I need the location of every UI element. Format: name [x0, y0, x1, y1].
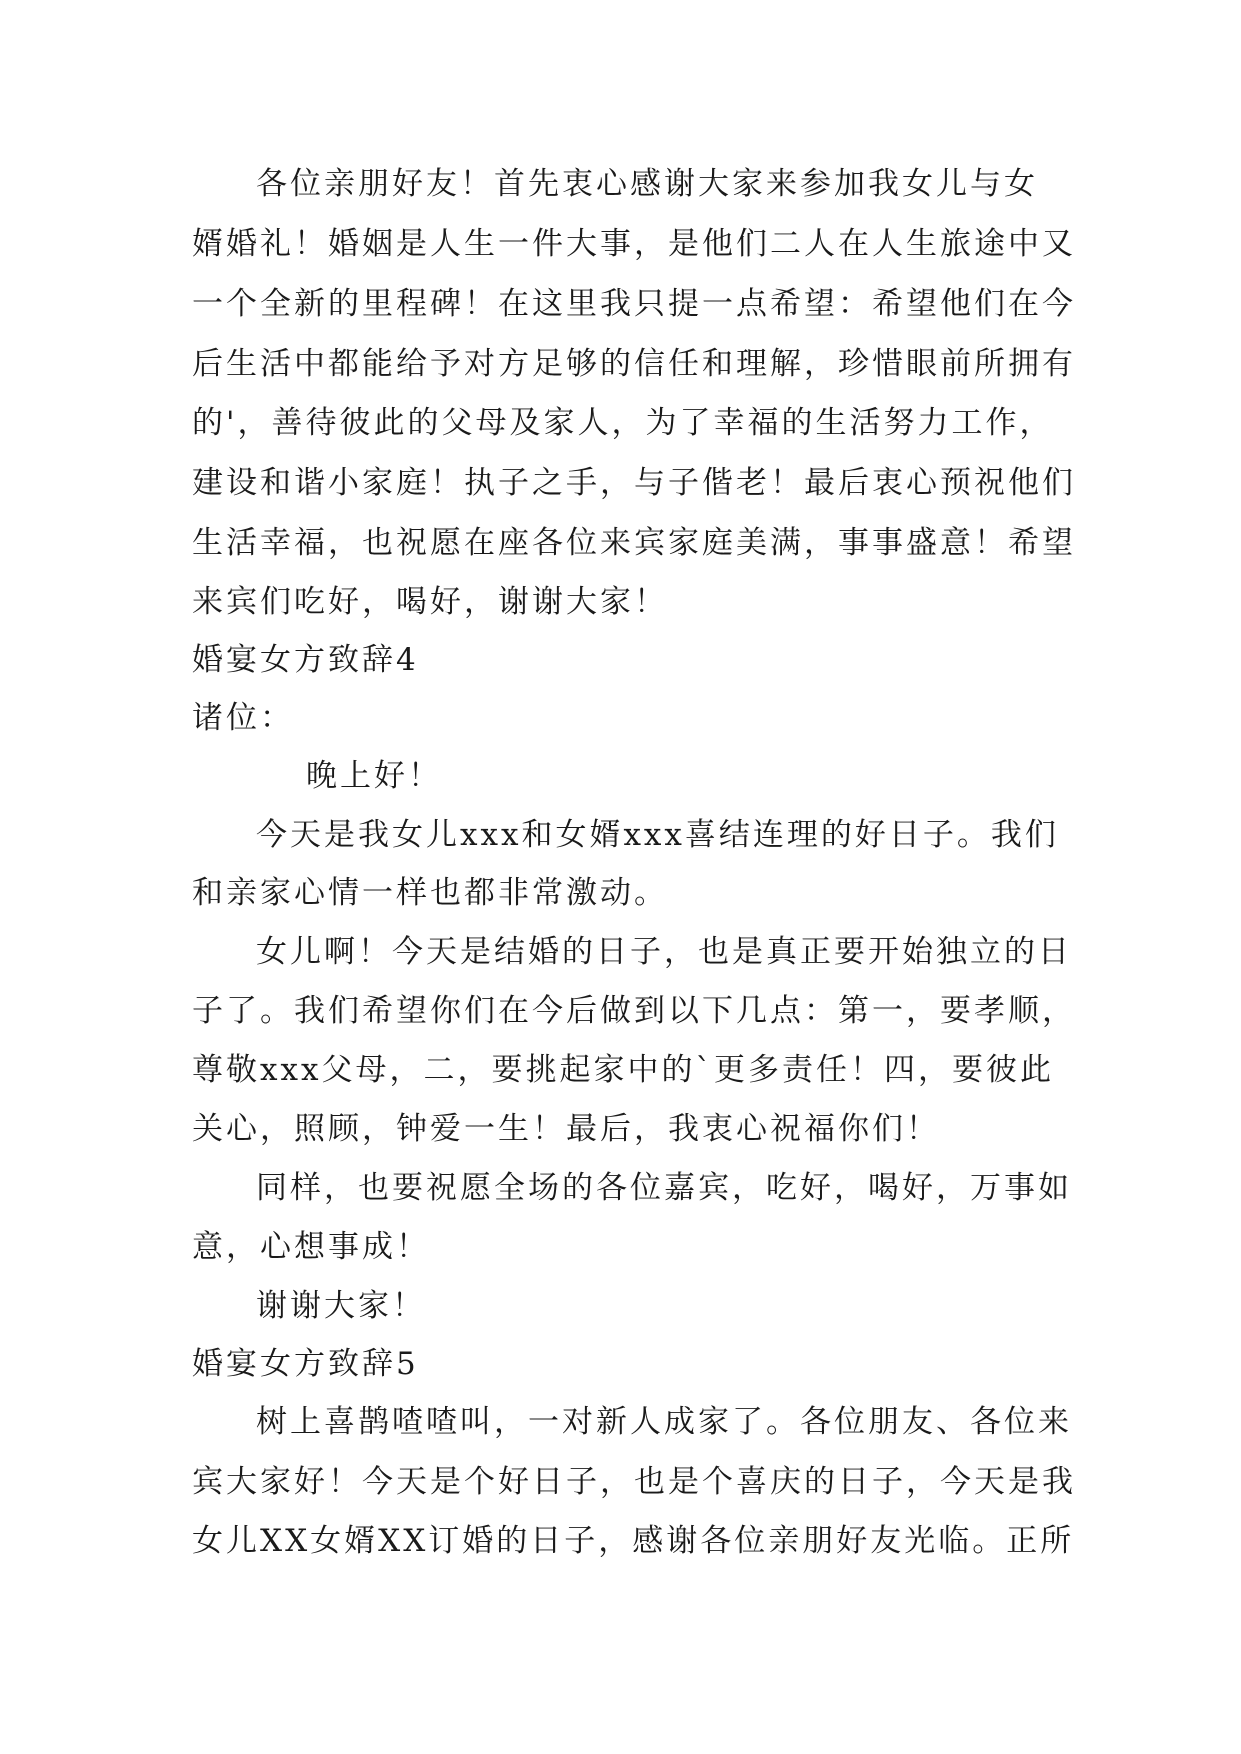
paragraph-line: 建设和谐小家庭！执子之手，与子偕老！最后衷心预祝他们	[192, 465, 1076, 501]
paragraph-line: 树上喜鹊喳喳叫，一对新人成家了。各位朋友、各位来	[256, 1404, 1072, 1440]
paragraph-line: 女儿XX女婿XX订婚的日子，感谢各位亲朋好友光临。正所	[192, 1523, 1075, 1559]
section-heading: 婚宴女方致辞4	[192, 642, 419, 678]
paragraph-line: 谢谢大家！	[256, 1288, 426, 1324]
paragraph-line: 子了。我们希望你们在今后做到以下几点：第一，要孝顺，	[192, 993, 1076, 1029]
greeting-line: 晚上好！	[306, 758, 442, 794]
paragraph-line: 一个全新的里程碑！在这里我只提一点希望：希望他们在今	[192, 286, 1076, 322]
paragraph-line: 的'，善待彼此的父母及家人，为了幸福的生活努力工作，	[192, 405, 1054, 441]
paragraph-line: 婿婚礼！婚姻是人生一件大事，是他们二人在人生旅途中又	[192, 226, 1076, 262]
paragraph-line: 关心，照顾，钟爱一生！最后，我衷心祝福你们！	[192, 1111, 940, 1147]
paragraph-line: 女儿啊！今天是结婚的日子，也是真正要开始独立的日	[256, 934, 1072, 970]
paragraph-line: 今天是我女儿xxx和女婿xxx喜结连理的好日子。我们	[256, 817, 1059, 853]
paragraph-line: 同样，也要祝愿全场的各位嘉宾，吃好，喝好，万事如	[256, 1170, 1072, 1206]
paragraph-line: 后生活中都能给予对方足够的信任和理解，珍惜眼前所拥有	[192, 346, 1076, 382]
paragraph-line: 意，心想事成！	[192, 1229, 430, 1265]
salutation: 诸位：	[192, 700, 294, 736]
paragraph-line: 来宾们吃好，喝好，谢谢大家！	[192, 584, 668, 620]
section-heading: 婚宴女方致辞5	[192, 1346, 419, 1382]
paragraph-line: 尊敬xxx父母，二，要挑起家中的`更多责任！四，要彼此	[192, 1052, 1054, 1088]
paragraph-line: 和亲家心情一样也都非常激动。	[192, 875, 668, 911]
paragraph-line: 各位亲朋好友！首先衷心感谢大家来参加我女儿与女	[256, 166, 1038, 202]
paragraph-line: 生活幸福，也祝愿在座各位来宾家庭美满，事事盛意！希望	[192, 525, 1076, 561]
paragraph-line: 宾大家好！今天是个好日子，也是个喜庆的日子，今天是我	[192, 1464, 1076, 1500]
